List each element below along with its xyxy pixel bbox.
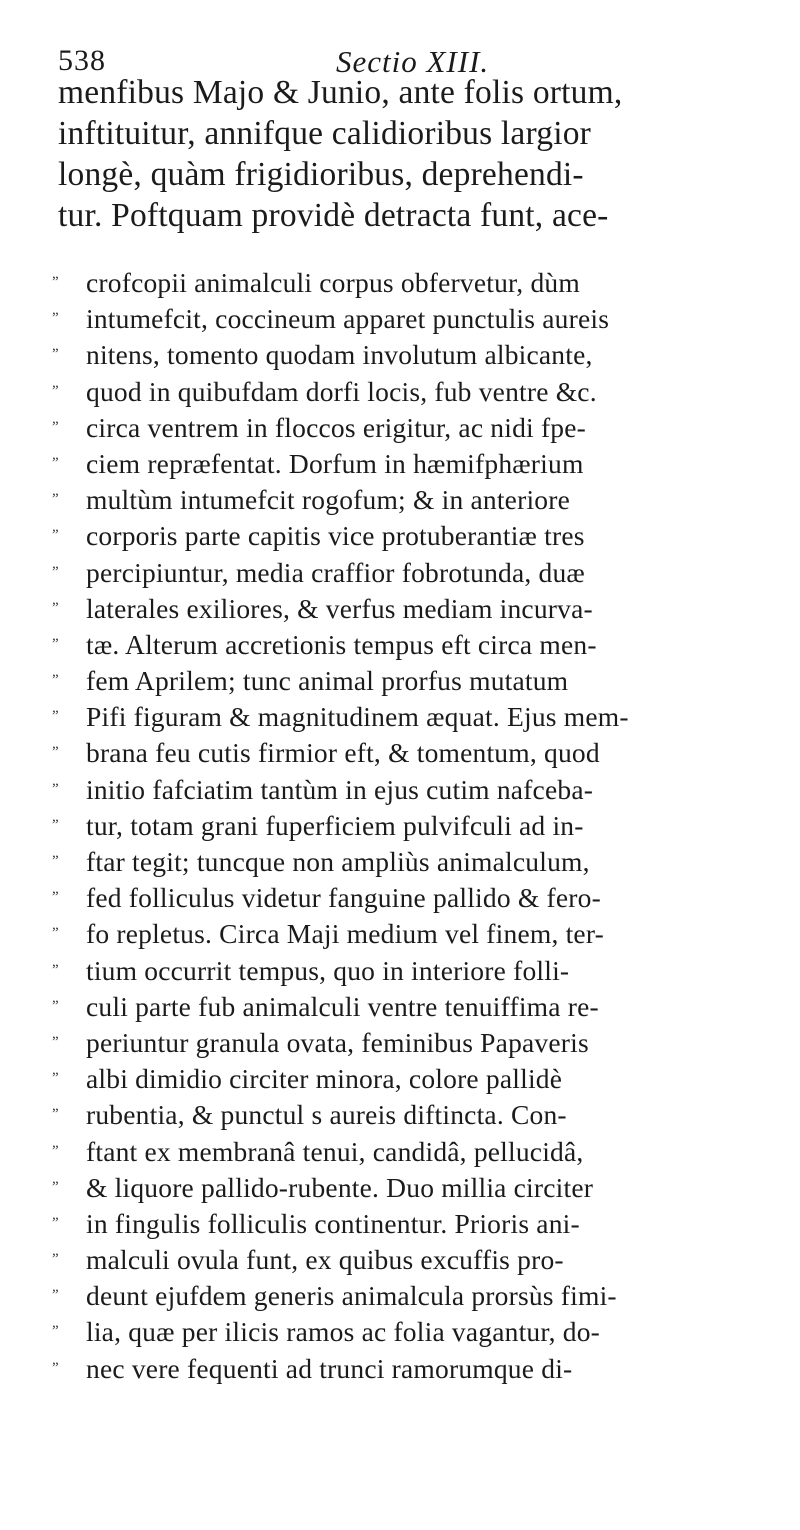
- quotation-mark: ”: [52, 1287, 58, 1304]
- quotation-mark: ”: [52, 418, 58, 435]
- quotation-mark: ”: [52, 563, 58, 580]
- quoted-line-text: brana feu cutis firmior eft, & tomentum, quod: [86, 737, 600, 769]
- quoted-line: [52, 1278, 792, 1314]
- quoted-line: [52, 844, 792, 880]
- quoted-line-text: malculi ovula funt, ex quibus excuffis pro-: [86, 1244, 564, 1276]
- quoted-line-text: ciem repræfentat. Dorfum in hæmifphærium: [86, 447, 584, 479]
- body-line: tur. Poftquam providè detracta funt, ace-: [58, 197, 609, 234]
- body-line: longè, quàm frigidioribus, deprehendi-: [58, 156, 584, 193]
- quoted-line-text: laterales exiliores, & verfus mediam incurva-: [86, 592, 593, 624]
- quoted-line: [52, 1351, 792, 1387]
- quotation-mark: ”: [52, 1323, 58, 1340]
- quoted-line: [52, 1061, 792, 1097]
- quoted-line-text: fo repletus. Circa Maji medium vel finem, ter-: [86, 918, 605, 950]
- quoted-line-text: lia, quæ per ilicis ramos ac folia vagantur, do-: [86, 1316, 601, 1348]
- quotation-mark: ”: [52, 1142, 58, 1159]
- quotation-mark: ”: [52, 672, 58, 689]
- quoted-line-text: & liquore pallido-rubente. Duo millia circiter: [86, 1171, 594, 1203]
- quotation-mark: ”: [52, 889, 58, 906]
- quoted-line-text: nitens, tomento quodam involutum albicante,: [86, 339, 593, 371]
- quoted-line: [52, 1170, 792, 1206]
- quotation-mark: ”: [52, 1251, 58, 1268]
- quoted-line-text: in fingulis folliculis continentur. Prioris ani-: [86, 1207, 580, 1239]
- quoted-line-text: quod in quibufdam dorfi locis, fub ventre &c.: [86, 375, 597, 407]
- quoted-line: [52, 627, 792, 663]
- quotation-mark: ”: [52, 346, 58, 363]
- quotation-mark: ”: [52, 997, 58, 1014]
- quoted-line: [52, 1025, 792, 1061]
- page-number: 538: [58, 44, 106, 77]
- quoted-line: [52, 1206, 792, 1242]
- quoted-line: [52, 1097, 792, 1133]
- quotation-mark: ”: [52, 816, 58, 833]
- quoted-line: [52, 880, 792, 916]
- quoted-line: [52, 446, 792, 482]
- quotation-mark: ”: [52, 635, 58, 652]
- quoted-passage: [52, 265, 792, 1387]
- quoted-line: [52, 1134, 792, 1170]
- quoted-line: [52, 518, 792, 554]
- quotation-mark: ”: [52, 780, 58, 797]
- quoted-line: [52, 265, 792, 301]
- quotation-mark: ”: [52, 454, 58, 471]
- quotation-mark: ”: [52, 1106, 58, 1123]
- quotation-mark: ”: [52, 853, 58, 869]
- quoted-line: [52, 735, 792, 771]
- quoted-line-text: intumefcit, coccineum apparet punctulis aureis: [86, 303, 610, 335]
- quoted-line: [52, 1314, 792, 1350]
- quoted-line-text: corporis parte capitis vice protuberantiæ tres: [86, 520, 585, 552]
- quoted-line-text: nec vere fequenti ad trunci ramorumque di-: [86, 1352, 573, 1384]
- quoted-line-text: initio fafciatim tantùm in ejus cutim nafceba-: [86, 773, 594, 805]
- quoted-line: [52, 337, 792, 373]
- quoted-line: [52, 663, 792, 699]
- quotation-mark: ”: [52, 1359, 58, 1376]
- body-line: menfibus Majo & Junio, ante folis ortum,: [58, 74, 623, 111]
- quotation-mark: ”: [52, 1214, 58, 1231]
- quotation-mark: ”: [52, 744, 58, 761]
- quoted-line-text: tæ. Alterum accretionis tempus eft circa men-: [86, 628, 597, 660]
- quotation-mark: ”: [52, 599, 58, 616]
- quoted-line-text: fem Aprilem; tunc animal prorfus mutatum: [86, 665, 569, 697]
- quotation-mark: ”: [52, 961, 58, 978]
- body-line: inftituitur, annifque calidioribus largior: [58, 115, 592, 152]
- quoted-line: [52, 301, 792, 337]
- quotation-mark: ”: [52, 925, 58, 942]
- quotation-mark: ”: [52, 274, 58, 290]
- quoted-line: [52, 953, 792, 989]
- quotation-mark: ”: [52, 491, 58, 508]
- quoted-line-text: fed folliculus videtur fanguine pallido & fero-: [86, 882, 601, 914]
- quoted-line-text: Pifi figuram & magnitudinem æquat. Ejus mem-: [86, 701, 629, 733]
- quoted-line: [52, 916, 792, 952]
- quoted-line: [52, 1242, 792, 1278]
- body-paragraph: [58, 72, 778, 236]
- quotation-mark: ”: [52, 1033, 58, 1050]
- quoted-line: [52, 699, 792, 735]
- quoted-line-text: culi parte fub animalculi ventre tenuiffima re-: [86, 990, 599, 1022]
- quoted-line: [52, 591, 792, 627]
- quoted-line-text: rubentia, & punctul s aureis diftincta. Con-: [86, 1099, 567, 1131]
- quoted-line: [52, 374, 792, 410]
- quotation-mark: ”: [52, 382, 58, 399]
- quoted-line-text: multùm intumefcit rogofum; & in anteriore: [86, 484, 570, 516]
- quoted-line: [52, 482, 792, 518]
- quoted-line-text: percipiuntur, media craffior fobrotunda, duæ: [86, 556, 585, 588]
- quoted-line: [52, 808, 792, 844]
- quoted-line-text: ftar tegit; tuncque non ampliùs animalculum,: [86, 846, 590, 877]
- quoted-line-text: periuntur granula ovata, feminibus Papaveris: [86, 1026, 589, 1058]
- quoted-line: [52, 989, 792, 1025]
- quoted-line-text: tur, totam grani fuperficiem pulvifculi ad in-: [86, 809, 584, 841]
- quotation-mark: ”: [52, 1070, 58, 1087]
- quotation-mark: ”: [52, 1178, 58, 1195]
- quotation-mark: ”: [52, 527, 58, 544]
- quoted-line-text: crofcopii animalculi corpus obfervetur, dùm: [86, 267, 580, 298]
- quoted-line-text: tium occurrit tempus, quo in interiore folli-: [86, 954, 570, 986]
- quoted-line: [52, 410, 792, 446]
- quoted-line: [52, 772, 792, 808]
- quotation-mark: ”: [52, 708, 58, 725]
- quoted-line-text: ftant ex membranâ tenui, candidâ, pellucidâ,: [86, 1135, 584, 1167]
- section-title: Sectio XIII.: [336, 44, 490, 79]
- quoted-line-text: albi dimidio circiter minora, colore pallidè: [86, 1063, 563, 1095]
- quotation-mark: ”: [52, 310, 58, 327]
- quoted-line-text: circa ventrem in floccos erigitur, ac nidi fpe-: [86, 411, 587, 443]
- quoted-line-text: deunt ejufdem generis animalcula prorsùs fimi-: [86, 1280, 617, 1312]
- quoted-line: [52, 555, 792, 591]
